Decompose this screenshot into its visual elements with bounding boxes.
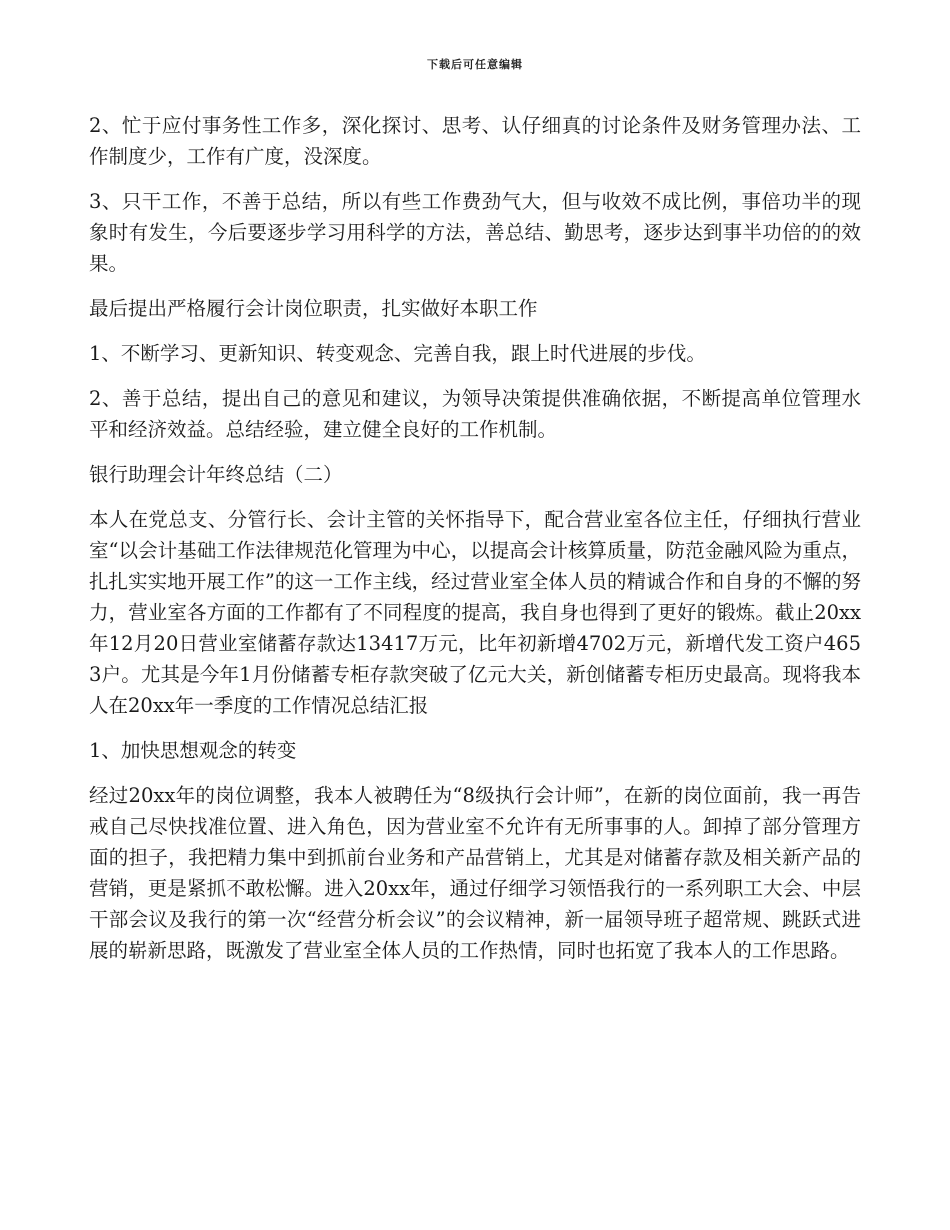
paragraph-item-3-summary: 3、只干工作，不善于总结，所以有些工作费劲气大，但与收效不成比例，事倍功半的现象时有发生，今后要逐步学习用科学的方法，善总结、勤思考，逐步达到事半功倍的的效果。 bbox=[89, 190, 861, 275]
paragraph-duty-2: 2、善于总结，提出自己的意见和建议，为领导决策提供准确依据，不断提高单位管理水平和经济效益。总结经验，建立健全良好的工作机制。 bbox=[89, 387, 861, 441]
paragraph-item-2-busy: 2、忙于应付事务性工作多，深化探讨、思考、认仔细真的讨论条件及财务管理办法、工作制度少，工作有广度，没深度。 bbox=[89, 114, 861, 168]
section-title-part-two: 银行助理会计年终总结（二） bbox=[89, 463, 343, 486]
section-heading-duties: 最后提出严格履行会计岗位职责，扎实做好本职工作 bbox=[89, 297, 538, 320]
header-note: 下载后可任意编辑 bbox=[427, 58, 523, 71]
paragraph-intro: 本人在党总支、分管行长、会计主管的关怀指导下，配合营业室各位主任，仔细执行营业室“以会计基础工作法律规范化管理为中心，以提高会计核算质量，防范金融风险为重点，扎扎实实地开展工作”的这一工作主线，经过营业室全体人员的精诚合作和自身的不懈的努力，营业室各方面的工作都有了不同程度的提高，我自身也得到了更好的锻炼。截止20xx年12月20日营业室储蓄存款达13417万元，比年初新增4702万元，新增代发工资户4653户。尤其是今年1月份储蓄专柜存款突破了亿元大关，新创储蓄专柜历史最高。现将我本人在20xx年一季度的工作情况总结汇报 bbox=[89, 508, 861, 717]
section-heading-mindset: 1、加快思想观念的转变 bbox=[89, 739, 297, 762]
document-body bbox=[89, 110, 861, 980]
paragraph-job-adjustment: 经过20xx年的岗位调整，我本人被聘任为“8级执行会计师”，在新的岗位面前，我一再告戒自己尽快找准位置、进入角色，因为营业室不允许有无所事事的人。卸掉了部分管理方面的担子，我把精力集中到抓前台业务和产品营销上，尤其是对储蓄存款及相关新产品的营销，更是紧抓不敢松懈。进入20xx年，通过仔细学习领悟我行的一系列职工大会、中层干部会议及我行的第一次“经营分析会议”的会议精神，新一届领导班子超常规、跳跃式进展的崭新思路，既激发了营业室全体人员的工作热情，同时也拓宽了我本人的工作思路。 bbox=[89, 784, 861, 962]
paragraph-duty-1: 1、不断学习、更新知识、转变观念、完善自我，跟上时代进展的步伐。 bbox=[89, 342, 706, 365]
